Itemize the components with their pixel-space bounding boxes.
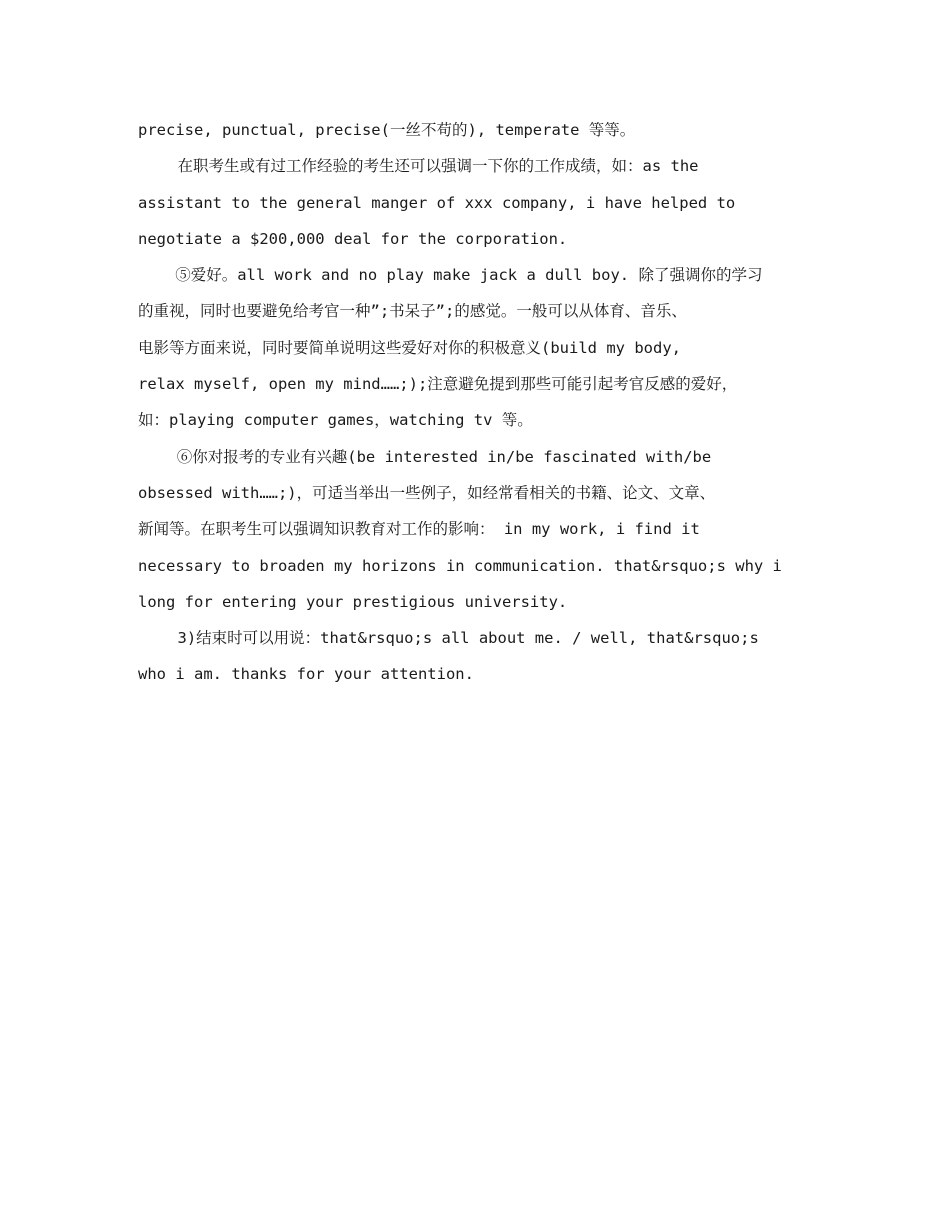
text-line: obsessed with……;)，可适当举出一些例子，如经常看相关的书籍、论文、文章、 <box>138 483 716 502</box>
paragraph-hobbies <box>138 257 812 438</box>
paragraph-work-achievements <box>138 148 812 257</box>
text-line: assistant to the general manger of xxx company, i have helped to <box>138 193 736 212</box>
text-line: ⑤爱好。all work and no play make jack a dull boy. 除了强调你的学习 <box>175 266 763 285</box>
text-line: relax myself, open my mind……;);注意避免提到那些可能引起考官反感的爱好， <box>138 375 738 394</box>
text-line: negotiate a $200,000 deal for the corporation. <box>138 229 568 248</box>
document-body <box>138 112 812 693</box>
text-line: 新闻等。在职考生可以强调知识教育对工作的影响： in my work, i find it <box>138 520 700 539</box>
text-line: 的重视，同时也要避免给考官一种”;书呆子”;的感觉。一般可以从体育、音乐、 <box>138 302 687 321</box>
text-line: precise, punctual, precise(一丝不苟的), temperate 等等。 <box>138 121 636 139</box>
text-line: 如：playing computer games，watching tv 等。 <box>138 411 533 430</box>
paragraph-adjectives <box>138 112 812 148</box>
text-line: long for entering your prestigious university. <box>138 592 568 611</box>
text-line: 电影等方面来说，同时要简单说明这些爱好对你的积极意义(build my body, <box>138 338 681 357</box>
text-line: necessary to broaden my horizons in communication. that&rsquo;s why i <box>138 556 782 575</box>
text-line: 在职考生或有过工作经验的考生还可以强调一下你的工作成绩，如：as the <box>177 157 699 176</box>
paragraph-closing <box>138 620 812 693</box>
text-line: who i am. thanks for your attention. <box>138 665 474 684</box>
text-line: ⑥你对报考的专业有兴趣(be interested in/be fascinated with/be <box>176 447 712 466</box>
paragraph-major-interest <box>138 439 812 620</box>
text-line: 3)结束时可以用说：that&rsquo;s all about me. / well, that&rsquo;s <box>177 629 759 648</box>
